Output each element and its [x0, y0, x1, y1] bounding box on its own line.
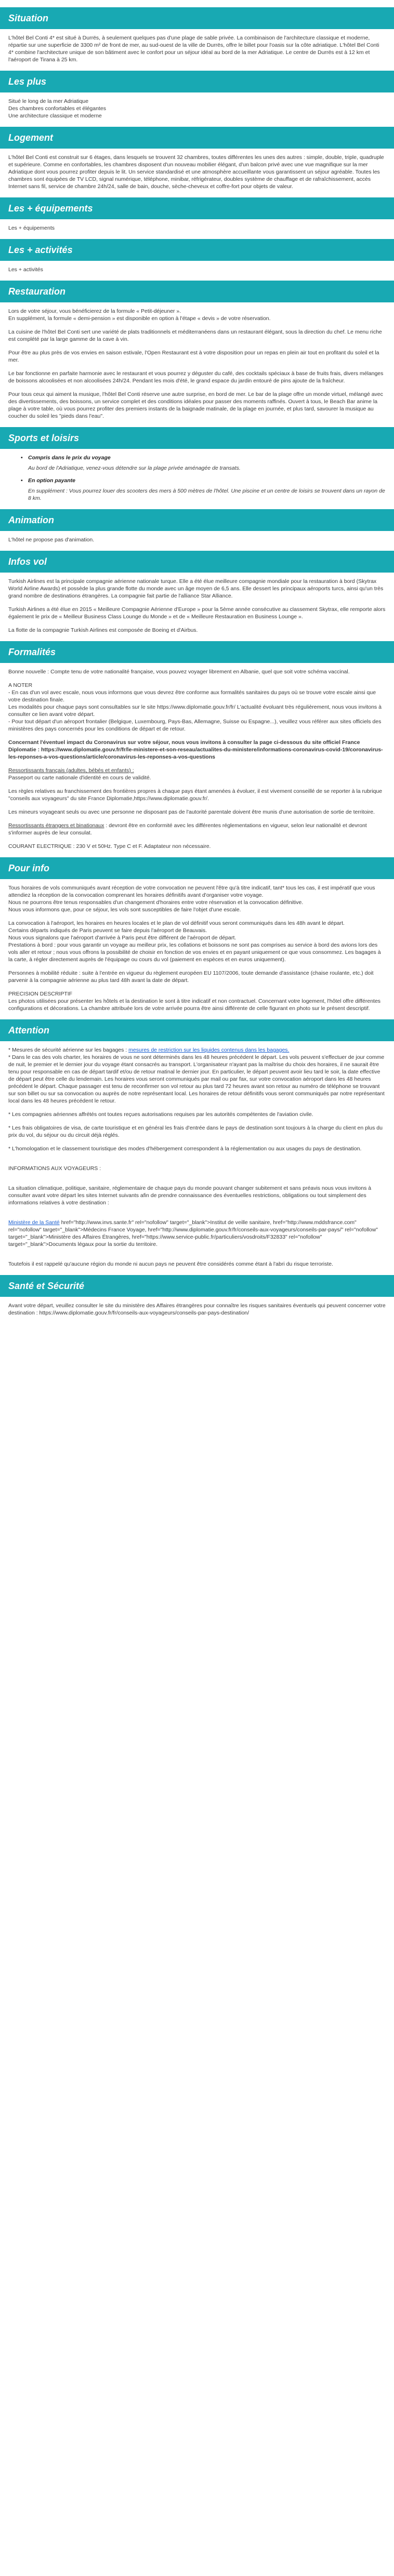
section-title-situation: Situation — [0, 7, 394, 29]
formalites-nota-1: - En cas d'un vol avec escale, nous vous informons que vous devrez être conforme aux formalités sanitaires du pays où se trouve votre escale ainsi que votre destination finale. — [8, 689, 376, 703]
vol-text-3: La flotte de la compagnie Turkish Airlines est composée de Boeing et d'Airbus. — [8, 627, 198, 633]
formalites-res-fr-text: Passeport ou carte nationale d'identité en cours de validité. — [8, 775, 151, 781]
plus-item: Une architecture classique et moderne — [8, 113, 102, 119]
pour-info-precision-label: PRECISION DESCRIPTIF — [8, 991, 73, 997]
pour-info-text-3: Nous vous informons que, pour ce séjour, les vols sont susceptibles de faire l'objet d'une escale. — [8, 907, 241, 913]
attention-body — [0, 1046, 394, 1268]
ministere-sante-link[interactable]: Ministère de la Santé — [8, 1219, 60, 1226]
activites-body — [0, 266, 394, 273]
situation-body — [0, 34, 394, 63]
equipements-text: Les + équipements — [8, 225, 55, 231]
attention-terroriste: Toutefois il est rappelé qu'aucune région du monde ni aucun pays ne peuvent être considérés comme étant à l'abri du risque terroriste. — [8, 1261, 334, 1267]
section-title-activites: Les + activités — [0, 239, 394, 261]
pour-info-text-9: Les photos utilisées pour présenter les hôtels et la destination le sont à titre indicatif et non contractuel. Concernant votre logement, l'hôtel offre différentes configurations et décorations. La chambre attribuée lors de votre arrivée pourra être ainsi différente de celle figurant en photo sur le présent descriptif. — [8, 998, 381, 1012]
sports-body — [0, 454, 394, 502]
formalites-res-etr — [8, 822, 386, 836]
attention-charter: * Dans le cas des vols charter, les horaires de vous ne sont déterminés dans les 48 heures précédent le départ. Les vols peuvent s'effectuer de jour comme de nuit, le premier et le dernier jour du voyage étant consacrés au transport. L'organisateur n'ayant pas la maîtrise du choix des horaires, il ne saurait être tenu pour responsable en cas de départ tardif et/ou de retour matinal le dernier jour. En particulier, le départ peuvent avoir lieu tard le soir, la date effective de départ peut être celle du lendemain. Les horaires vous seront communiqués par mail ou par fax, sur votre convocation aéroport dans les 48 heures précédent le départ. Chaque passager est tenu de reconfirmer son vol retour au plus tard 72 heures avant son retour au numéro de téléphone se trouvant sur son billet ou sur sa convocation ou auprès de notre représentant local. Les horaires de retour définitifs vous seront communiqués par notre représentant local dans les 48 heures précédent le retour. — [8, 1054, 385, 1104]
attention-bagages — [8, 1046, 386, 1054]
plus-body — [0, 98, 394, 119]
formalites-intro: Bonne nouvelle : Compte tenu de votre nationalité française, vous pouvez voyager librement en Albanie, quel que soit votre schéma vaccinal. — [8, 669, 350, 675]
attention-frais: * Les frais obligatoires de visa, de carte touristique et en général les frais d'entrée dans le pays de destination sont toujours à la charge du client en plus du prix du vol, du séjour ou du circuit déjà réglés. — [8, 1125, 383, 1138]
section-title-attention: Attention — [0, 1019, 394, 1041]
pour-info-text-7: Prestations à bord : pour vous garantir un voyage au meilleur prix, les collations et boissons ne sont pas comprises au service à bord des avions lors des vols aller et retour ; nous vous offrons la possibilité de choisir en fonction de vos envies et en payant uniquement ce que vous consommez. Les bagages à la carte, à régler directement auprès de l'équipage ou cours du vol (paiement en espèces et en euros uniquement). — [8, 942, 381, 963]
sports-option-text: En supplément : Vous pourrez louer des scooters des mers à 500 mètres de l'hôtel. Une piscine et un centre de loisirs se trouvent dans un rayon de 8 km. — [28, 488, 385, 501]
pour-info-text-1: Tous horaires de vols communiqués avant réception de votre convocation ne peuvent l'être qu'à titre indicatif, tant* tous les cas, il est impératif que vous attendiez la réception de la convocation comprenant les horaires définitifs avant d'organiser votre voyage. — [8, 885, 375, 898]
sports-bullet-compris — [21, 454, 386, 461]
logement-body — [0, 154, 394, 190]
pour-info-text-5: Certains départs indiqués de Paris peuvent se faire depuis l'aéroport de Beauvais. — [8, 927, 207, 934]
pour-info-text-8: Personnes à mobilité réduite : suite à l'entrée en vigueur du règlement européen EU 1107/2006, toute demande d'assistance (chaise roulante, etc.) doit parvenir à la compagnie aérienne au plus tard 48h avant la date de départ. — [8, 970, 374, 984]
section-title-animation: Animation — [0, 509, 394, 531]
section-title-sante: Santé et Sécurité — [0, 1275, 394, 1297]
restauration-body — [0, 308, 394, 420]
restauration-beach: Pour tous ceux qui aiment la musique, l'hôtel Bel Conti réserve une autre surprise, en bord de mer. Le bar de la plage offre un monde virtuel, mélangé avec des divertissements, des boissons, un service complet et des conditions idéales pour passer des moments raffinés. Ouvert à tous, le Beach Bar anime la plage à votre table, où vous pourrez profiter des premiers instants de la baignade matinale, de la plage en journée, et plus tard, savourer la musique au coucher du soleil les "pieds dans l'eau". — [8, 391, 383, 419]
restauration-formule: Lors de votre séjour, vous bénéficierez de la formule « Petit-déjeuner ». — [8, 308, 181, 314]
sports-compris-text: Au bord de l'Adriatique, venez-vous détendre sur la plage privée aménagée de transats. — [28, 465, 241, 471]
formalites-nota-label: A NOTER — [8, 682, 33, 688]
section-title-equipements: Les + équipements — [0, 197, 394, 219]
animation-text: L'hôtel ne propose pas d'animation. — [8, 537, 95, 543]
attention-links — [8, 1219, 386, 1248]
plus-item: Situé le long de la mer Adriatique — [8, 98, 89, 104]
equipements-body — [0, 224, 394, 232]
section-title-logement: Logement — [0, 127, 394, 149]
attention-bagages-text: * Mesures de sécurité aérienne sur les bagages : — [8, 1047, 127, 1053]
formalites-res-etr-label: Ressortissants étrangers et binationaux — [8, 822, 104, 829]
activites-text: Les + activités — [8, 267, 43, 273]
section-title-sports: Sports et loisirs — [0, 427, 394, 449]
section-title-plus: Les plus — [0, 71, 394, 92]
pour-info-text-6: Nous vous signalons que l'aéroport d'arrivée à Paris peut être différent de l'aéroport de départ. — [8, 935, 237, 941]
section-title-formalites: Formalités — [0, 641, 394, 663]
plus-item: Des chambres confortables et élégantes — [8, 105, 106, 112]
section-title-pour-info: Pour info — [0, 857, 394, 879]
formalites-res-etr-text: : devront être en conformité avec les différentes réglementations en vigueur, selon leur nationalité et devront s'informer auprès de leur consulat. — [8, 822, 367, 836]
formalites-nota-3: - Pour tout départ d'un aéroport frontalier (Belgique, Luxembourg, Pays-Bas, Allemagne, Suisse ou Espagne...), veuillez vous référer aux sites officiels des ministères des pays concernés pour les conditions de départ et de retour. — [8, 719, 382, 732]
formalites-body — [0, 668, 394, 850]
attention-homologation: * L'homologation et le classement touristique des modes d'hébergement correspondent à la réglementation ou aux usages du pays de destination. — [8, 1146, 362, 1152]
formalites-covid: Concernant l'éventuel impact du Coronavirus sur votre séjour, nous vous invitons à consulter la page ci-dessous du site officiel France Diplomatie : https://www.diplomatie.gouv.fr/fr/le-ministere-et-son-reseau/actualites-du-ministere/informations-coronavirus-covid-19/coronavirus-les-reponses-a-vos-questions/article/coronavirus-les-reponses-a-vos-questions — [8, 739, 383, 760]
formalites-courant: COURANT ELECTRIQUE : 230 V et 50Hz. Type C et F. Adaptateur non nécessaire. — [8, 843, 211, 849]
logement-text: L'hôtel Bel Conti est construit sur 6 étages, dans lesquels se trouvent 32 chambres, toutes différentes les unes des autres : simple, double, triple, quadruple et supérieure. Comme en confortables, les chambres disposent d'un nouveau mobilier élégant, d'un balcon privé avec une vue magnifique sur la mer Adriatique dont vous pourrez profiter depuis le lit. Un service standardisé et une atmosphère accueillante vous garantissent un séjour agréable. Toutes les chambres sont équipées de TV LCD, signal numérique, téléphone, minibar, réfrigérateur, doubles système de chauffage et de rafraîchissement, accès Internet sans fil, service de chambre 24h/24, salle de bain, douche, sèche-cheveux et coffre-fort pour objets de valeur. — [8, 154, 384, 190]
section-title-vol: Infos vol — [0, 551, 394, 573]
attention-links-text: href="http://www.invs.sante.fr" rel="nofollow" target="_blank">Institut de veille sanitaire, href="http://www.mddsfrance.com" rel="nofollow" target="_blank">Médecins France Voyage, href="http://www.diplomatie.gouv.fr/fr/conseils-aux-voyageurs/conseils-par-pays/" rel="nofollow" target="_blank">Ministère des Affaires Étrangères, href="https://www.service-public.fr/particuliers/vosdroits/F32833" rel="nofollow" target="_blank">Documents légaux pour la sortie du territoire. — [8, 1219, 378, 1247]
formalites-mineurs: Les mineurs voyageant seuls ou avec une personne ne disposant pas de l'autorité parentale doivent être munis d'une autorisation de sortie de territoire. — [8, 809, 375, 815]
sports-bullet-option — [21, 477, 386, 484]
attention-info-label: INFORMATIONS AUX VOYAGEURS : — [8, 1165, 101, 1172]
sports-bullet-label: Compris dans le prix du voyage — [28, 455, 111, 461]
pour-info-text-4: La convocation à l'aéroport, les horaires en heures locales et le plan de vol définitif vous seront communiqués dans les 48h avant le départ. — [8, 920, 345, 926]
restauration-option: En supplément, la formule « demi-pension » est disponible en option à l'étape « devis » de votre réservation. — [8, 315, 271, 322]
vol-text-2: Turkish Airlines a été élue en 2015 « Meilleure Compagnie Aérienne d'Europe » pour la 5ème année consécutive au classement Skytrax, elle remporte alors également le prix de « Meilleur Business Class Lounge du Monde » et de « Meilleure Restauration en Business Lounge ». — [8, 606, 386, 620]
attention-situation: La situation climatique, politique, sanitaire, réglementaire de chaque pays du monde pouvant changer subitement et sans préavis nous vous invitons à consulter avant votre départ les sites Internet suivants afin de prendre connaissance des éventuelles restrictions, obligations ou tout simplement des informations relatives à votre destination : — [8, 1185, 372, 1206]
vol-text-1: Turkish Airlines est la principale compagnie aérienne nationale turque. Elle a été élue meilleure compagnie mondiale pour la restauration à bord (Skytrax World Airline Awards) et possède la plus grande flotte du monde avec un âge moyen de 6,5 ans. Elle dessert les principaux aéroports turcs, ainsi qu'un très grand nombre de destinations étrangères. La compagnie fait partie de l'alliance Star Alliance. — [8, 578, 384, 599]
animation-body — [0, 536, 394, 543]
formalites-regles: Les règles relatives au franchissement des frontières propres à chaque pays étant amenées à évoluer, il est vivement conseillé de se reporter à la rubrique "conseils aux voyageurs" du site France Diplomatie,https://www.diplomatie.gouv.fr/. — [8, 788, 383, 802]
restauration-open: Pour être au plus près de vos envies en saison estivale, l'Open Restaurant est à votre disposition pour un repas en plein air tout en profitant du soleil et la mer. — [8, 350, 379, 363]
sports-bullet-label: En option payante — [28, 477, 76, 484]
attention-compagnies: * Les compagnies aériennes affrétés ont toutes reçues autorisations requises par les autorités compétentes de l'aviation civile. — [8, 1111, 313, 1118]
situation-text: L'hôtel Bel Conti 4* est situé à Durrës, à seulement quelques pas d'une plage de sable privée. La combinaison de l'architecture classique et moderne, répartie sur une superficie de 3300 m² de front de mer, au sud-ouest de la ville de Durrës, offre le billet pour l'oasis sur la côte adriatique. L'hôtel Bel Conti 4* combine l'architecture unique de son bâtiment avec le confort pour un séjour idéal au bord de la mer Adriatique. Le centre de Durrës est à 12 km et l'aéroport de Tirana à 25 km. — [8, 35, 379, 63]
pour-info-body — [0, 884, 394, 1012]
sante-body — [0, 1302, 394, 1317]
restauration-bar: Le bar fonctionne en parfaite harmonie avec le restaurant et vous pourrez y déguster du café, des cocktails spéciaux à base de fruits frais, divers mélanges de boissons alcoolisées et non alcoolisées 24h/24. Pendant les mois d'été, le grand espace du jardin entouré de pins ajoute de la fraîcheur. — [8, 370, 384, 384]
sante-text: Avant votre départ, veuillez consulter le site du ministère des Affaires étrangères pour connaître les risques sanitaires éventuels qui peuvent concerner votre destination : https://www.diplomatie.gouv.fr/fr/conseils-aux-voyageurs/conseils-par-pays-destination/ — [8, 1303, 386, 1316]
pour-info-text-2: Nous ne pourrons être tenus responsables d'un changement d'horaires entre votre réservation et la convocation définitive. — [8, 899, 304, 906]
formalites-res-fr-label: Ressortissants français (adultes, bébés et enfants) : — [8, 767, 134, 774]
vol-body — [0, 578, 394, 634]
bullet-dot-icon: • — [21, 455, 23, 461]
restauration-cuisine: La cuisine de l'hôtel Bel Conti sert une variété de plats traditionnels et méditerranéens dans un restaurant élégant, sous la direction du chef. Le menu riche est complété par la large gamme de la cave à vin. — [8, 329, 382, 342]
liquides-restriction-link[interactable]: mesures de restriction sur les liquides contenus dans les bagages. — [128, 1047, 290, 1053]
section-title-restauration: Restauration — [0, 281, 394, 302]
bullet-dot-icon: • — [21, 477, 23, 484]
formalites-nota-2: Les modalités pour chaque pays sont consultables sur le site https://www.diplomatie.gouv.fr/fr/ L'actualité évoluant très régulièrement, nous vous invitons à consulter ce lien avant votre départ. — [8, 704, 382, 718]
